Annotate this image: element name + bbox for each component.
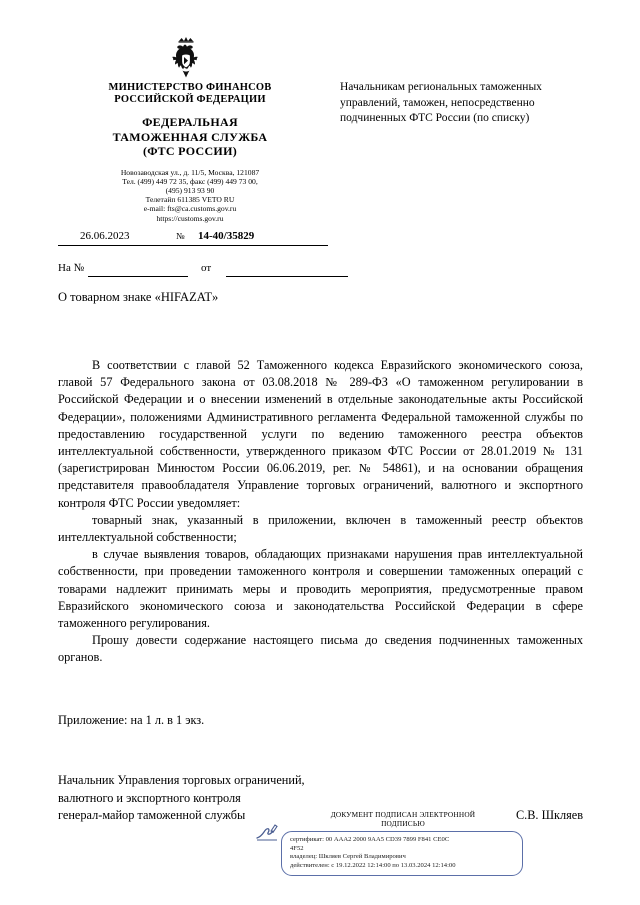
stamp-details-box <box>281 831 523 876</box>
letterhead-address <box>55 168 325 223</box>
address-line-2: Тел. (499) 449 72 35, факс (499) 449 73 00, <box>122 176 258 186</box>
stamp-title <box>281 810 525 828</box>
reference-na-rule <box>88 276 188 277</box>
address-line-3: (495) 913 93 90 <box>165 185 215 195</box>
document-body <box>58 357 583 667</box>
body-paragraph-4: Прошу довести содержание настоящего письма до сведения подчиненных таможенных органов. <box>58 633 583 665</box>
reference-line <box>58 262 348 280</box>
document-subject: О товарном знаке «HIFAZAT» <box>58 290 219 304</box>
signature-title-line-3: генерал-майор таможенной службы <box>58 808 246 822</box>
document-date: 26.06.2023 <box>80 230 130 242</box>
ministry-line-2: РОССИЙСКОЙ ФЕДЕРАЦИИ <box>114 94 266 105</box>
stamp-certificate-line-1: сертификат: 00 AAA2 2000 9AA5 CD39 7899 F841 CE0C <box>290 836 450 843</box>
stamp-certificate-line-2: 4F52 <box>290 844 304 852</box>
stamp-title-line-2: ПОДПИСЬЮ <box>381 819 425 828</box>
addressee-block: Начальникам региональных таможенных управлений, таможен, непосредственно подчиненных ФТС России (по списку) <box>340 81 542 124</box>
ministry-line-1: МИНИСТЕРСТВО ФИНАНСОВ <box>108 82 272 93</box>
address-line-5: e-mail: fts@ca.customs.gov.ru <box>143 204 237 214</box>
body-paragraph-1: В соответствии с главой 52 Таможенного кодекса Евразийского экономического союза, главой 57 Федерального закона от 03.08.2018 № 289-ФЗ «О таможенном регулировании в Российской Федерации и о внесении изменений в отдельные законодательные акты Российской Федерации», положениями Административного регламента Федеральной таможенной службы по предоставлению государственной услуги по ведению таможенного реестра объектов интеллектуальной собственности, утвержденного приказом ФТС России от 28.01.2019 № 131 (зарегистрирован Минюстом России 06.06.2019, рег. № 54861), и на основании обращения представителя правообладателя Управление торговых ограничений, валютного и экспортного контроля ФТС России уведомляет: <box>58 358 583 510</box>
address-line-1: Новозаводская ул., д. 11/5, Москва, 121087 <box>120 167 260 177</box>
stamp-title-line-1: ДОКУМЕНТ ПОДПИСАН ЭЛЕКТРОННОЙ <box>330 810 476 819</box>
digital-signature-stamp <box>255 810 555 876</box>
stamp-validity: действителен: с 19.12.2022 12:14:00 по 13.03.2024 12:14:00 <box>290 861 456 869</box>
address-line-6: https://customs.gov.ru <box>156 213 224 223</box>
service-line-3: (ФТС РОССИИ) <box>142 144 237 158</box>
body-paragraph-2: товарный знак, указанный в приложении, включен в таможенный реестр объектов интеллектуальной собственности; <box>58 512 583 545</box>
signatory-name: С.В. Шкляев <box>515 808 583 822</box>
signature-title-line-2: валютного и экспортного контроля <box>58 790 241 805</box>
date-number-line <box>58 230 328 248</box>
letterhead-text <box>55 82 325 223</box>
reference-ot-rule <box>226 276 348 277</box>
coat-of-arms-icon <box>165 34 207 82</box>
service-line-1: ФЕДЕРАЛЬНАЯ <box>142 115 238 129</box>
reference-ot-label: от <box>201 262 212 274</box>
stamp-owner: владелец: Шкляев Сергей Владимирович <box>290 853 406 861</box>
body-paragraph-3: в случае выявления товаров, обладающих признаками нарушения прав интеллектуальной собственности, при проведении таможенного контроля и совершении таможенных операций с товарами надлежит принимать меры и проводить мероприятия, предусмотренные правом Евразийского экономического союза и законодательства Российской Федерации в сфере таможенного регулирования. <box>58 547 583 631</box>
document-number: 14-40/35829 <box>198 230 255 242</box>
attachment-note: Приложение: на 1 л. в 1 экз. <box>58 713 205 727</box>
reference-na-label: На № <box>58 262 85 274</box>
dateline-rule <box>58 245 328 246</box>
service-line-2: ТАМОЖЕННАЯ СЛУЖБА <box>112 129 268 144</box>
digital-signature-icon <box>255 818 279 842</box>
signature-title-line-1: Начальник Управления торговых ограничений, <box>58 773 305 787</box>
address-line-4: Телетайп 611385 VETO RU <box>145 195 235 205</box>
number-label: № <box>176 231 185 241</box>
